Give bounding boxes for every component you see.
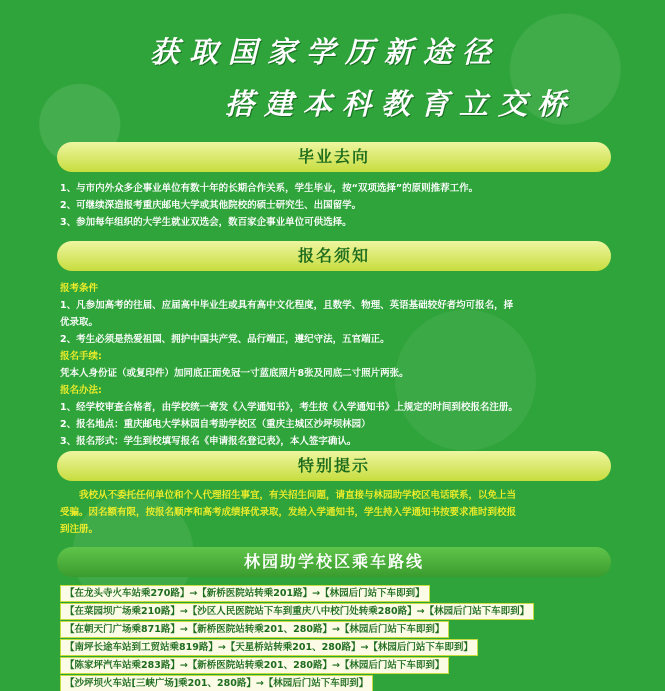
method-item: 3、报名形式：学生到校填写报名《申请报名登记表》，本人签字确认。: [60, 436, 357, 447]
special-section-title: 特别提示: [57, 451, 611, 481]
graduation-item: 3、参加每年组织的大学生就业双选会，数百家企事业单位可供选择。: [60, 217, 352, 228]
condition-label: 报考条件: [60, 283, 99, 294]
special-notice: [60, 487, 616, 538]
condition-item: 1、凡参加高考的往届、应届高中毕业生或具有高中文化程度，且数学、物理、英语基础较好者均可报名，择: [60, 300, 514, 311]
route-item: 【在龙头寺火车站乘270路】→【新桥医院站转乘201路】→【林园后门站下车即到】: [60, 585, 430, 602]
procedure-text: 凭本人身份证（或复印件）加同底正面免冠一寸蓝底照片8张及同底二寸照片两张。: [60, 368, 409, 379]
method-item: 1、经学校审查合格者，由学校统一寄发《入学通知书》，考生按《入学通知书》上规定的时间到校报名注册。: [60, 402, 518, 413]
route-item: 【沙坪坝火车站[三峡广场]乘201、280路】→【林园后门站下车即到】: [60, 675, 373, 691]
enroll-section-title: 报名须知: [57, 241, 611, 271]
headline-line-2: 搭建本科教育立交桥: [225, 87, 577, 121]
condition-item: 优录取。: [60, 317, 99, 328]
graduation-section-title: 毕业去向: [57, 142, 611, 172]
special-line: 受骗。因名额有限，按报名顺序和高考成绩择优录取，发给入学通知书，学生持入学通知书按要求准时到校报: [60, 507, 517, 518]
headline-line-1: 获取国家学历新途径: [150, 35, 502, 69]
route-item: 【在朝天门广场乘871路】→【新桥医院站转乘201、280路】→【林园后门站下车即到】: [60, 621, 449, 638]
method-item: 2、报名地点：重庆邮电大学林园自考助学校区（重庆主城区沙坪坝林园）: [60, 419, 371, 430]
condition-item: 2、考生必须是热爱祖国、拥护中国共产党、品行端正，遵纪守法，五官端正。: [60, 334, 390, 345]
enroll-content: [60, 280, 616, 450]
procedure-label: 报名手续:: [60, 351, 102, 362]
special-line: 到注册。: [60, 524, 99, 535]
route-item: 【南坪长途车站到工贸站乘819路】→【天星桥站转乘201、280路】→【林园后门站下车即到】: [60, 639, 478, 656]
graduation-list: [60, 180, 616, 231]
routes-section-title: 林园助学校区乘车路线: [57, 547, 611, 577]
graduation-item: 2、可继续深造报考重庆邮电大学或其他院校的硕士研究生、出国留学。: [60, 200, 362, 211]
route-item: 【陈家坪汽车站乘283路】→【新桥医院站转乘201、280路】→【林园后门站下车即到】: [60, 657, 449, 674]
route-item: 【在菜园坝广场乘210路】→【沙区人民医院站下车到重庆八中校门处转乘280路】→【林园后门站下车即到】: [60, 603, 534, 620]
special-line: 我校从不委托任何单位和个人代理招生事宜，有关招生问题，请直接与林园助学校区电话联系，以免上当: [60, 490, 517, 501]
graduation-item: 1、与市内外众多企事业单位有数十年的长期合作关系，学生毕业，按“双项选择”的原则推荐工作。: [60, 183, 479, 194]
method-label: 报名办法:: [60, 385, 102, 396]
